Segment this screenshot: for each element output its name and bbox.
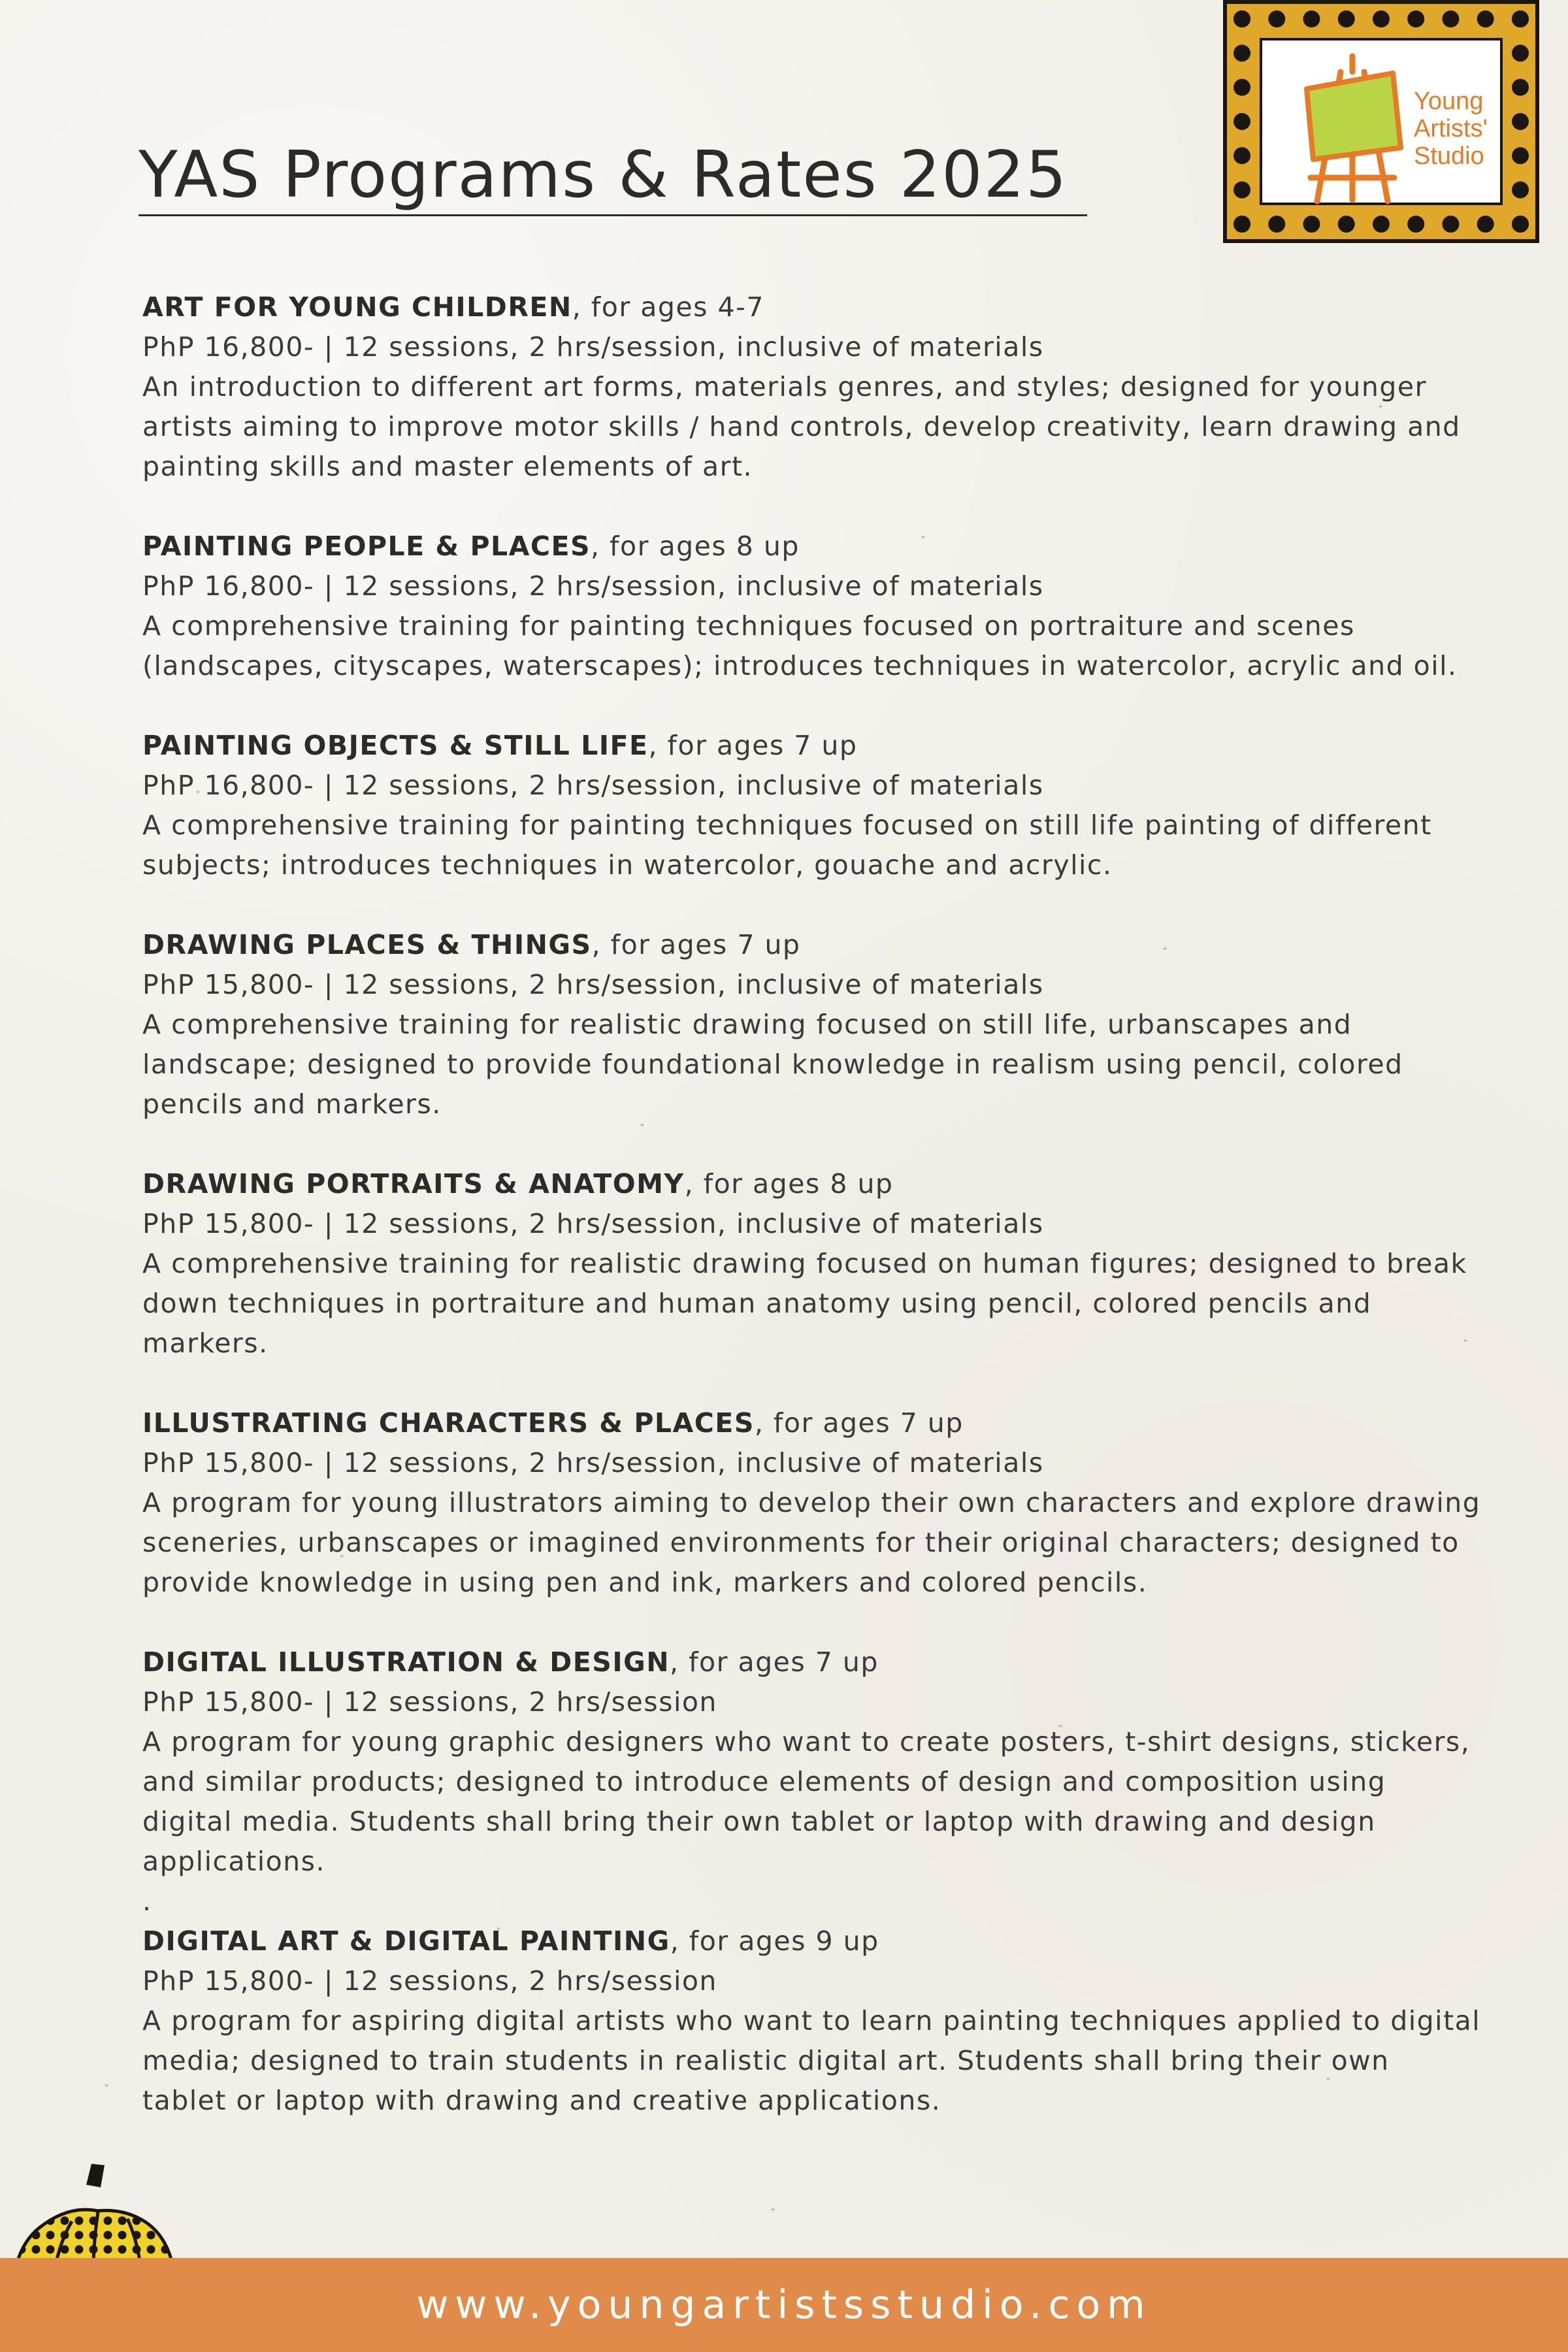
logo-wordmark: Young Artists' Studio (1414, 88, 1488, 170)
program-rate: PhP 16,800- | 12 sessions, 2 hrs/session, inclusive of materials (142, 770, 1044, 801)
program-item (142, 1921, 1482, 2121)
program-item (142, 287, 1482, 487)
program-rate: PhP 16,800- | 12 sessions, 2 hrs/session, inclusive of materials (142, 570, 1044, 602)
program-description: A program for aspiring digital artists who want to learn painting techniques applied to digital media; designed to train students in realistic digital art. Students shall bring their own tablet or laptop with drawing and creative applications. (142, 2005, 1481, 2116)
program-name: ILLUSTRATING CHARACTERS & PLACES (142, 1407, 755, 1439)
program-rate: PhP 15,800- | 12 sessions, 2 hrs/session (142, 1686, 717, 1718)
studio-logo[interactable] (1223, 0, 1539, 243)
program-ages: , for ages 7 up (670, 1646, 879, 1678)
program-name: DRAWING PORTRAITS & ANATOMY (142, 1168, 685, 1200)
program-rate: PhP 15,800- | 12 sessions, 2 hrs/session, inclusive of materials (142, 1208, 1044, 1239)
website-link[interactable]: www.youngartistsstudio.com (416, 2282, 1152, 2328)
program-name: PAINTING PEOPLE & PLACES (142, 531, 591, 562)
program-description: A comprehensive training for realistic drawing focused on still life, urbanscapes and landscape; designed to provide foundational knowledge in realism using pencil, colored pencils and markers. (142, 1009, 1403, 1120)
program-rate: PhP 15,800- | 12 sessions, 2 hrs/session (142, 1965, 717, 1997)
program-name: ART FOR YOUNG CHILDREN (142, 291, 572, 323)
program-rate: PhP 15,800- | 12 sessions, 2 hrs/session, inclusive of materials (142, 969, 1044, 1000)
program-name: PAINTING OBJECTS & STILL LIFE (142, 730, 649, 761)
program-list (142, 287, 1482, 2161)
program-ages: , for ages 4-7 (572, 291, 764, 323)
program-ages: , for ages 7 up (591, 929, 801, 960)
logo-panel (1260, 38, 1503, 205)
easel-icon (1301, 50, 1406, 206)
program-ages: , for ages 7 up (754, 1407, 964, 1439)
program-rate: PhP 16,800- | 12 sessions, 2 hrs/session, inclusive of materials (142, 331, 1044, 363)
program-ages: , for ages 8 up (590, 531, 800, 562)
program-ages: , for ages 9 up (670, 1925, 879, 1957)
program-description: An introduction to different art forms, materials genres, and styles; designed for younger artists aiming to improve motor skills / hand controls, develop creativity, learn drawing and painting skills and master elements of art. (142, 371, 1461, 482)
program-item (142, 1642, 1482, 1882)
program-name: DIGITAL ILLUSTRATION & DESIGN (142, 1646, 670, 1678)
stray-dot: . (142, 1886, 152, 1917)
title-underline (139, 214, 1087, 216)
program-name: DIGITAL ART & DIGITAL PAINTING (142, 1925, 670, 1957)
program-rate: PhP 15,800- | 12 sessions, 2 hrs/session, inclusive of materials (142, 1447, 1044, 1478)
program-ages: , for ages 7 up (648, 730, 858, 761)
program-description: A program for young illustrators aiming to develop their own characters and explore drawing sceneries, urbanscapes or imagined environments for their original characters; designed to provide knowledge in using pen and ink, markers and colored pencils. (142, 1487, 1481, 1598)
program-ages: , for ages 8 up (684, 1168, 894, 1200)
program-item (142, 527, 1482, 686)
program-description: A comprehensive training for painting techniques focused on portraiture and scenes (landscapes, cityscapes, waterscapes); introduces techniques in watercolor, acrylic and oil. (142, 610, 1458, 681)
program-description: A comprehensive training for realistic drawing focused on human figures; designed to break down techniques in portraiture and human anatomy using pencil, colored pencils and markers. (142, 1248, 1467, 1359)
program-description: A comprehensive training for painting techniques focused on still life painting of different subjects; introduces techniques in watercolor, gouache and acrylic. (142, 809, 1432, 881)
program-item (142, 925, 1482, 1124)
program-name: DRAWING PLACES & THINGS (142, 929, 592, 960)
program-item (142, 1164, 1482, 1364)
page-title: YAS Programs & Rates 2025 (139, 138, 1068, 212)
program-description: A program for young graphic designers who want to create posters, t-shirt designs, stickers, and similar products; designed to introduce elements of design and composition using digital media. Students shall bring their own tablet or laptop with drawing and design applications. (142, 1726, 1471, 1877)
program-item (142, 726, 1482, 885)
program-item (142, 1403, 1482, 1603)
